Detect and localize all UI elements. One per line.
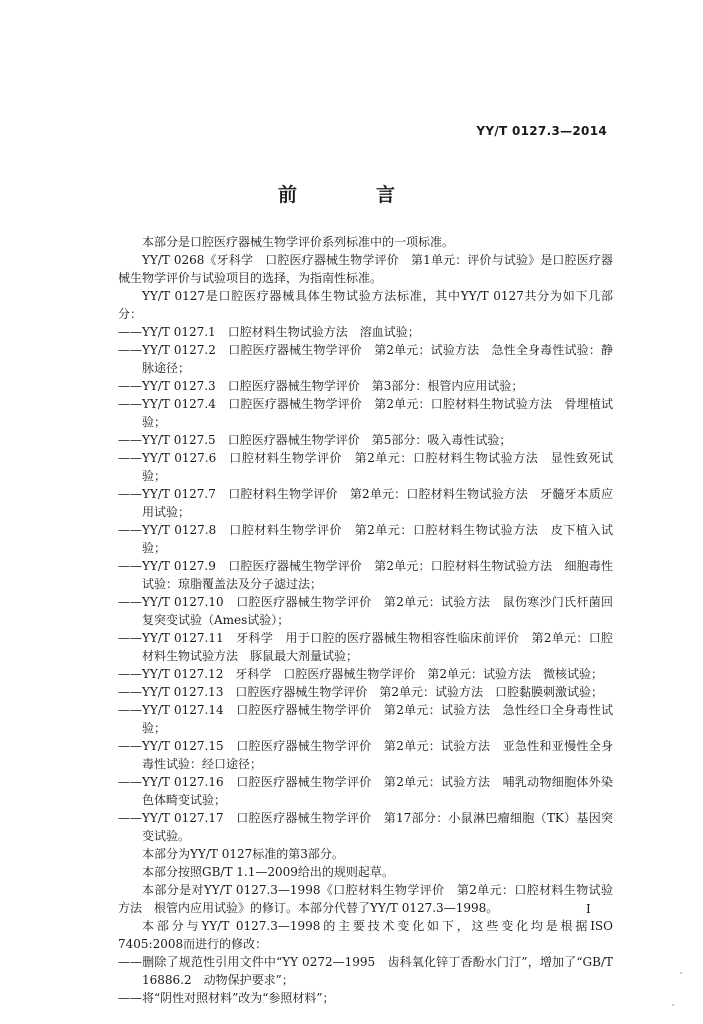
change-list-item: ——删除了规范性引用文件中“YY 0272—1995 齿科氧化锌丁香酚水门汀”，增加了“GB/T 16886.2 动物保护要求”； bbox=[118, 955, 613, 987]
part-list-item: ——YY/T 0127.16 口腔医疗器械生物学评价 第2单元：试验方法 哺乳动物细胞体外染色体畸变试验； bbox=[118, 775, 613, 807]
intro-paragraph: YY/T 0268《牙科学 口腔医疗器械生物学评价 第1单元：评价与试验》是口腔医疗器械生物学评价与试验项目的选择，为指南性标准。 bbox=[118, 253, 613, 285]
body-paragraph: 本部分是对YY/T 0127.3—1998《口腔材料生物学评价 第2单元：口腔材料生物试验方法 根管内应用试验》的修订。本部分代替了YY/T 0127.3—1998。 bbox=[118, 883, 613, 915]
foreword-body bbox=[118, 233, 613, 1007]
scan-speck bbox=[672, 1004, 674, 1006]
standard-code: YY/T 0127.3—2014 bbox=[476, 124, 607, 138]
part-list-item: ——YY/T 0127.7 口腔材料生物学评价 第2单元：口腔材料生物试验方法 牙髓牙本质应用试验； bbox=[118, 487, 613, 519]
change-list-item: ——将“阴性对照材料”改为“参照材料”； bbox=[118, 991, 335, 1005]
part-list-item: ——YY/T 0127.1 口腔材料生物试验方法 溶血试验； bbox=[118, 325, 420, 339]
intro-paragraph: 本部分是口腔医疗器械生物学评价系列标准中的一项标准。 bbox=[142, 235, 455, 249]
page-title: 前 言 bbox=[277, 184, 425, 206]
intro-paragraph: YY/T 0127是口腔医疗器械具体生物试验方法标准，其中YY/T 0127共分为如下几部分： bbox=[118, 289, 613, 321]
part-list-item: ——YY/T 0127.8 口腔材料生物学评价 第2单元：口腔材料生物试验方法 皮下植入试验； bbox=[118, 523, 613, 555]
part-list-item: ——YY/T 0127.14 口腔医疗器械生物学评价 第2单元：试验方法 急性经口全身毒性试验； bbox=[118, 703, 613, 735]
part-list-item: ——YY/T 0127.3 口腔医疗器械生物学评价 第3部分：根管内应用试验； bbox=[118, 379, 524, 393]
scan-speck bbox=[680, 972, 682, 974]
part-list-item: ——YY/T 0127.13 口腔医疗器械生物学评价 第2单元：试验方法 口腔黏膜刺激试验； bbox=[118, 685, 603, 699]
part-list-item: ——YY/T 0127.15 口腔医疗器械生物学评价 第2单元：试验方法 亚急性和亚慢性全身毒性试验：经口途径； bbox=[118, 739, 613, 771]
part-list-item: ——YY/T 0127.6 口腔材料生物学评价 第2单元：口腔材料生物试验方法 显性致死试验； bbox=[118, 451, 613, 483]
part-list-item: ——YY/T 0127.4 口腔医疗器械生物学评价 第2单元：口腔材料生物试验方法 骨埋植试验； bbox=[118, 397, 613, 429]
part-list-item: ——YY/T 0127.9 口腔医疗器械生物学评价 第2单元：口腔材料生物试验方法 细胞毒性试验：琼脂覆盖法及分子滤过法； bbox=[118, 559, 613, 591]
part-list-item: ——YY/T 0127.11 牙科学 用于口腔的医疗器械生物相容性临床前评价 第2单元：口腔材料生物试验方法 豚鼠最大剂量试验； bbox=[118, 631, 613, 663]
body-paragraph: 本部分与YY/T 0127.3—1998的主要技术变化如下，这些变化均是根据ISO 7405:2008而进行的修改： bbox=[118, 919, 613, 951]
body-paragraph: 本部分按照GB/T 1.1—2009给出的规则起草。 bbox=[142, 865, 394, 879]
part-list-item: ——YY/T 0127.12 牙科学 口腔医疗器械生物学评价 第2单元：试验方法 微核试验； bbox=[118, 667, 603, 681]
part-list-item: ——YY/T 0127.10 口腔医疗器械生物学评价 第2单元：试验方法 鼠伤寒沙门氏杆菌回复突变试验（Ames试验）； bbox=[118, 595, 613, 627]
body-paragraph: 本部分为YY/T 0127标准的第3部分。 bbox=[142, 847, 344, 861]
page-number: I bbox=[586, 902, 591, 916]
part-list-item: ——YY/T 0127.5 口腔医疗器械生物学评价 第5部分：吸入毒性试验； bbox=[118, 433, 512, 447]
part-list-item: ——YY/T 0127.17 口腔医疗器械生物学评价 第17部分：小鼠淋巴瘤细胞（TK）基因突变试验。 bbox=[118, 811, 613, 843]
part-list-item: ——YY/T 0127.2 口腔医疗器械生物学评价 第2单元：试验方法 急性全身毒性试验：静脉途径； bbox=[118, 343, 613, 375]
